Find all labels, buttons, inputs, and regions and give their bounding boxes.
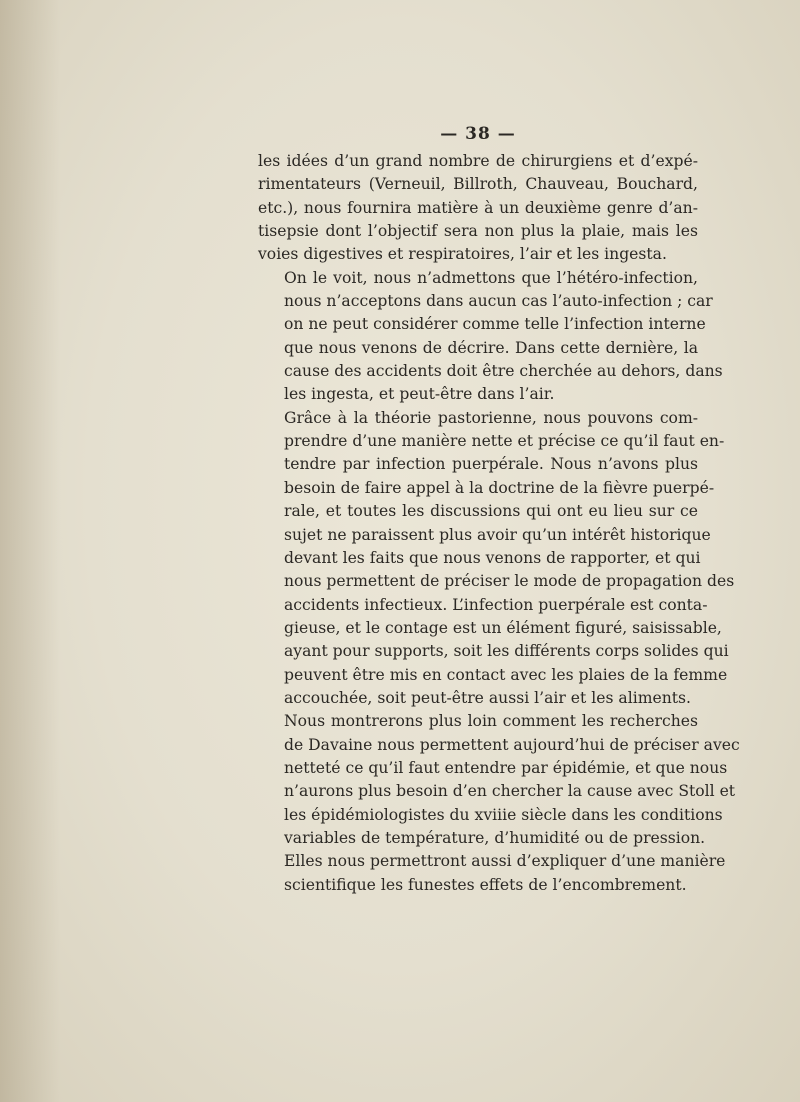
text-line: Elles nous permettront aussi d’expliquer d’une manière xyxy=(284,852,726,871)
text-line: etc.), nous fournira matière à un deuxième genre d’an- xyxy=(258,198,698,217)
text-line: peuvent être mis en contact avec les plaies de la femme xyxy=(284,665,728,684)
paragraph xyxy=(258,710,740,897)
text-line: ayant pour supports, soit les différents corps solides qui xyxy=(284,642,729,661)
text-line: devant les faits que nous venons de rapporter, et qui xyxy=(284,548,701,567)
text-line: gieuse, et le contage est un élément figuré, saisissable, xyxy=(284,618,722,637)
text-line: variables de température, d’humidité ou de pression. xyxy=(284,828,706,847)
text-line: rale, et toutes les discussions qui ont eu lieu sur ce xyxy=(284,502,698,521)
text-line: tisepsie dont l’objectif sera non plus la plaie, mais les xyxy=(258,222,698,241)
text-line: que nous venons de décrire. Dans cette dernière, la xyxy=(284,338,698,357)
text-line: accouchée, soit peut-être aussi l’air et les aliments. xyxy=(284,688,691,707)
text-line: netteté ce qu’il faut entendre par épidémie, et que nous xyxy=(284,758,728,777)
text-line: scientifique les funestes effets de l’encombrement. xyxy=(284,875,687,894)
text-line: rimentateurs (Verneuil, Billroth, Chauveau, Bouchard, xyxy=(258,175,698,194)
page-number: — 38 — xyxy=(440,124,516,144)
text-line: tendre par infection puerpérale. Nous n’avons plus xyxy=(284,455,698,474)
text-line: cause des accidents doit être cherchée au dehors, dans xyxy=(284,362,723,381)
text-line: prendre d’une manière nette et précise ce qu’il faut en- xyxy=(284,432,725,451)
text-line: nous permettent de préciser le mode de propagation des xyxy=(284,572,735,591)
text-line: on ne peut considérer comme telle l’infection interne xyxy=(284,315,706,334)
paragraph xyxy=(258,150,698,267)
text-line: les ingesta, et peut-être dans l’air. xyxy=(284,385,555,404)
text-block xyxy=(258,124,740,897)
text-line: voies digestives et respiratoires, l’air et les ingesta. xyxy=(258,245,667,264)
paragraph xyxy=(258,267,723,407)
text-line: sujet ne paraissent plus avoir qu’un intérêt historique xyxy=(284,525,711,544)
text-line: de Davaine nous permettent aujourd’hui de préciser avec xyxy=(284,735,740,754)
text-line: On le voit, nous n’admettons que l’hétéro-infection, xyxy=(284,268,698,287)
paragraph xyxy=(258,407,735,710)
text-line: n’aurons plus besoin d’en chercher la cause avec Stoll et xyxy=(284,782,736,801)
text-line: Grâce à la théorie pastorienne, nous pouvons com- xyxy=(284,408,698,427)
text-line: besoin de faire appel à la doctrine de la fièvre puerpé- xyxy=(284,478,715,497)
text-line: nous n’acceptons dans aucun cas l’auto-infection ; car xyxy=(284,292,713,311)
text-line: les épidémiologistes du xviiie siècle dans les conditions xyxy=(284,805,723,824)
text-line: accidents infectieux. L’infection puerpérale est conta- xyxy=(284,595,708,614)
text-line: les idées d’un grand nombre de chirurgiens et d’expé- xyxy=(258,152,698,170)
body-text xyxy=(258,150,740,897)
text-line: Nous montrerons plus loin comment les recherches xyxy=(284,712,698,731)
page-shading xyxy=(0,0,60,1102)
